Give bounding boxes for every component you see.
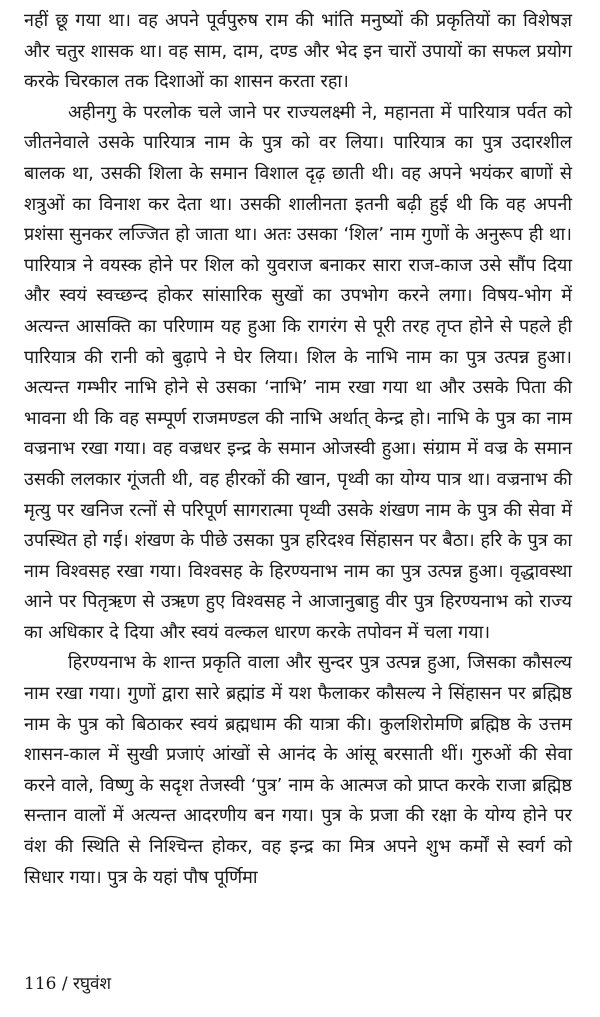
paragraph-1: नहीं छू गया था। वह अपने पूर्वपुरुष राम की भांति मनुष्यों की प्रकृतियों का विशेषज्ञ और चतुर शासक था। वह साम, दाम, दण्ड और भेद इन चारों उपायों का सफल प्रयोग करके चिरकाल तक दिशाओं का शासन करता रहा। xyxy=(24,10,572,93)
paragraph-2: अहीनगु के परलोक चले जाने पर राज्यलक्ष्मी ने, महानता में पारियात्र पर्वत को जीतनेवाले उसके पारियात्र नाम के पुत्र को वर लिया। पारियात्र का पुत्र उदारशील बालक था, उसकी शिला के समान विशाल दृढ़ छाती थी। वह अपने भयंकर बाणों से शत्रुओं का विनाश कर देता था। उसकी शालीनता इतनी बढ़ी हुई थी कि वह अपनी प्रशंसा सुनकर लज्जित हो जाता था। अतः उसका ‘शिल’ नाम गुणों के अनुरूप ही था। पारियात्र ने वयस्क होने पर शिल को युवराज बनाकर सारा राज-काज उसे सौंप दिया और स्वयं स्वच्छन्द होकर सांसारिक सुखों का उपभोग करने लगा। विषय-भोग में अत्यन्त आसक्ति का परिणाम यह हुआ कि रागरंग से पूरी तरह तृप्त होने से पहले ही पारियात्र की रानी को बुढ़ापे ने घेर लिया। शिल के नाभि नाम का पुत्र उत्पन्न हुआ। अत्यन्त गम्भीर नाभि होने से उसका ‘नाभि’ नाम रखा गया था और उसके पिता की भावना थी कि वह सम्पूर्ण राजमण्डल की नाभि अर्थात् केन्द्र हो। नाभि के पुत्र का नाम वज्रनाभ रखा गया। वह वज्रधर इन्द्र के समान ओजस्वी हुआ। संग्राम में वज्र के समान उसकी ललकार गूंजती थी, वह हीरकों की खान, पृथ्वी का योग्य पात्र था। वज्रनाभ की मृत्यु पर खनिज रत्नों से परिपूर्ण सागरात्मा पृथ्वी उसके शंखण नाम के पुत्र की सेवा में उपस्थित हो गई। शंखण के पीछे उसका पुत्र हरिदश्व सिंहासन पर बैठा। हरि के पुत्र का नाम विश्वसह रखा गया। विश्वसह के हिरण्यनाभ नाम का पुत्र उत्पन्न हुआ। वृद्धावस्था आने पर पितृऋण से उऋण हुए विश्वसह ने आजानुबाहु वीर पुत्र हिरण्यनाभ को राज्य का अधिकार दे दिया और स्वयं वल्कल धारण करके तपोवन में चला गया। xyxy=(24,101,572,643)
book-title: रघुवंश xyxy=(73,974,112,994)
paragraph-3: हिरण्यनाभ के शान्त प्रकृति वाला और सुन्दर पुत्र उत्पन्न हुआ, जिसका कौसल्य नाम रखा गया। गुणों द्वारा सारे ब्रह्मांड में यश फैलाकर कौसल्य ने सिंहासन पर ब्रह्मिष्ठ नाम के पुत्र को बिठाकर स्वयं ब्रह्मधाम की यात्रा की। कुलशिरोमणि ब्रह्मिष्ठ के उत्तम शासन-काल में सुखी प्रजाएं आंखों से आनंद के आंसू बरसाती थीं। गुरुओं की सेवा करने वाले, विष्णु के सदृश तेजस्वी ‘पुत्र’ नाम के आत्मज को प्राप्त करके राजा ब्रह्मिष्ठ सन्तान वालों में अत्यन्त आदरणीय बन गया। पुत्र के प्रजा की रक्षा के योग्य होने पर वंश की स्थिति से निश्चिन्त होकर, वह इन्द्र का मित्र अपने शुभ कर्मों से स्वर्ग को सिधार गया। पुत्र के यहां पौष पूर्णिमा xyxy=(24,652,572,888)
page-number: 116 xyxy=(24,974,57,994)
footer-separator: / xyxy=(56,974,73,994)
page-body xyxy=(24,6,572,893)
page-footer xyxy=(24,972,111,996)
